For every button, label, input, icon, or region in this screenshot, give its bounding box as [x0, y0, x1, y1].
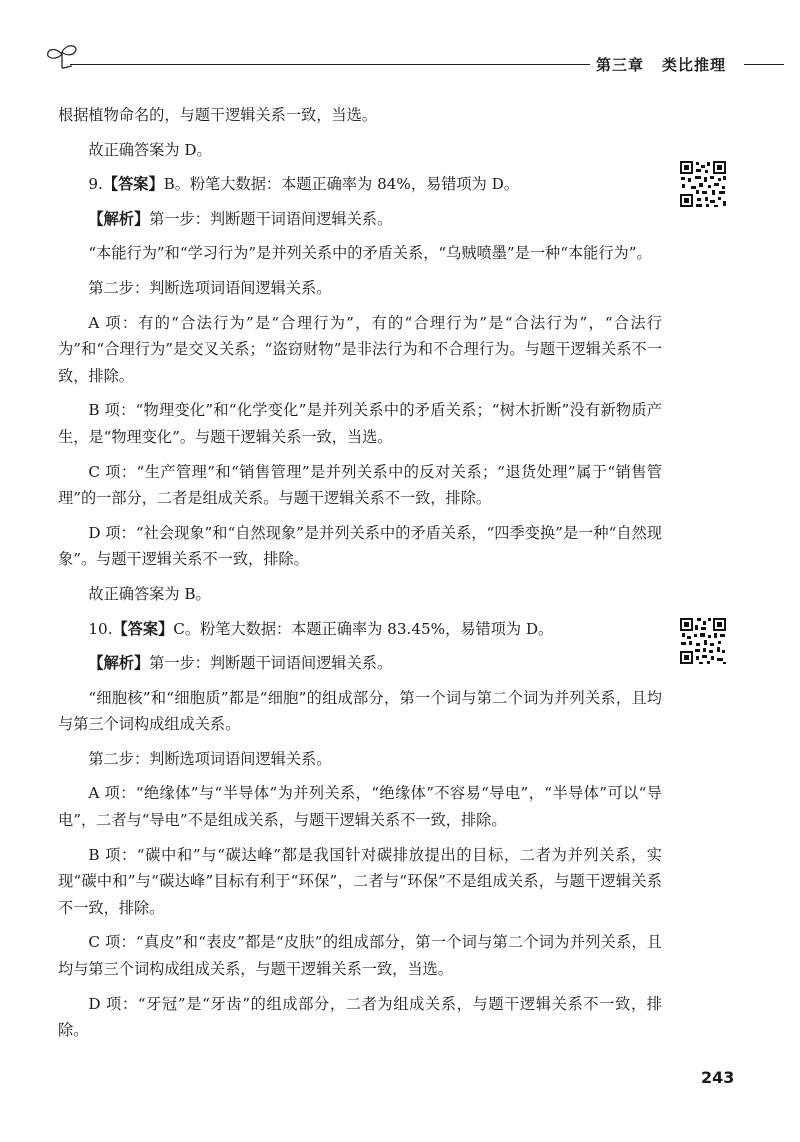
- sprout-icon: [44, 42, 80, 72]
- question-number: 9.: [88, 175, 103, 194]
- analysis-line: [58, 206, 662, 233]
- qr-code-icon: [679, 160, 727, 208]
- answer-text: B。粉笔大数据：本题正确率为 84%，易错项为 D。: [163, 175, 519, 194]
- answer-line-9: [58, 171, 662, 198]
- header-rule-right: [744, 64, 784, 65]
- qr-code-icon: [679, 617, 727, 665]
- answer-explanation-body: [58, 102, 662, 1052]
- paragraph: 根据植物命名的，与题干逻辑关系一致，当选。: [58, 106, 377, 124]
- option-a: A 项：“绝缘体”与“半导体”为并列关系，“绝缘体”不容易“导电”，“半导体”可以“导电”，二者与“导电”不是组成关系，与题干逻辑关系不一致，排除。: [58, 784, 662, 830]
- answer-label: 【答案】: [112, 619, 174, 638]
- analysis-text: 第一步：判断题干词语间逻辑关系。: [149, 654, 393, 673]
- chapter-title: [596, 54, 726, 75]
- analysis-line: [58, 650, 662, 677]
- option-a: A 项：有的“合法行为”是“合理行为”，有的“合理行为”是“合法行为”，“合法行为”和“合理行为”是交叉关系；“盗窃财物”是非法行为和不合理行为。与题干逻辑关系不一致，排除。: [58, 313, 662, 385]
- analysis-label: 【解析】: [88, 209, 150, 228]
- page-header: [0, 40, 800, 80]
- paragraph: “本能行为”和“学习行为”是并列关系中的矛盾关系，“乌贼喷墨”是一种“本能行为”。: [88, 244, 652, 263]
- option-b: B 项：“物理变化”和“化学变化”是并列关系中的矛盾关系；“树木折断”没有新物质产生，是“物理变化”。与题干逻辑关系一致，当选。: [58, 401, 662, 446]
- analysis-label: 【解析】: [88, 654, 150, 673]
- option-d: D 项：“社会现象”和“自然现象”是并列关系中的矛盾关系，“四季变换”是一种“自然现象”。与题干逻辑关系不一致，排除。: [58, 523, 662, 569]
- paragraph: 故正确答案为 D。: [88, 140, 212, 159]
- paragraph: 第二步：判断选项词语间逻辑关系。: [88, 749, 332, 768]
- question-number: 10.: [88, 619, 113, 638]
- option-b: B 项：“碳中和”与“碳达峰”都是我国针对碳排放提出的目标，二者为并列关系，实现“碳中和”与“碳达峰”目标有利于“环保”，二者与“环保”不是组成关系，与题干逻辑关系不一致，排除。: [58, 845, 662, 917]
- chapter-number: 第三章: [596, 56, 645, 74]
- option-c: C 项：“真皮”和“表皮”都是“皮肤”的组成部分，第一个词与第二个词为并列关系，且均与第三个词构成组成关系，与题干逻辑关系一致，当选。: [58, 933, 662, 979]
- answer-label: 【答案】: [102, 175, 164, 194]
- answer-text: C。粉笔大数据：本题正确率为 83.45%，易错项为 D。: [173, 619, 554, 638]
- paragraph: “细胞核”和“细胞质”都是“细胞”的组成部分，第一个词与第二个词为并列关系，且均与第三个词构成组成关系。: [58, 688, 662, 734]
- paragraph: 第二步：判断选项词语间逻辑关系。: [88, 278, 332, 297]
- option-d: D 项：“牙冠”是“牙齿”的组成部分，二者为组成关系，与题干逻辑关系不一致，排除。: [58, 994, 662, 1040]
- answer-line-10: [58, 616, 662, 643]
- page-number: 243: [701, 1068, 735, 1087]
- analysis-text: 第一步：判断题干词语间逻辑关系。: [149, 209, 393, 228]
- paragraph: 故正确答案为 B。: [88, 584, 211, 603]
- option-c: C 项：“生产管理”和“销售管理”是并列关系中的反对关系；“退货处理”属于“销售管理”的一部分，二者是组成关系。与题干逻辑关系不一致，排除。: [58, 462, 662, 508]
- header-rule-left: [70, 64, 590, 65]
- chapter-name: 类比推理: [662, 56, 727, 74]
